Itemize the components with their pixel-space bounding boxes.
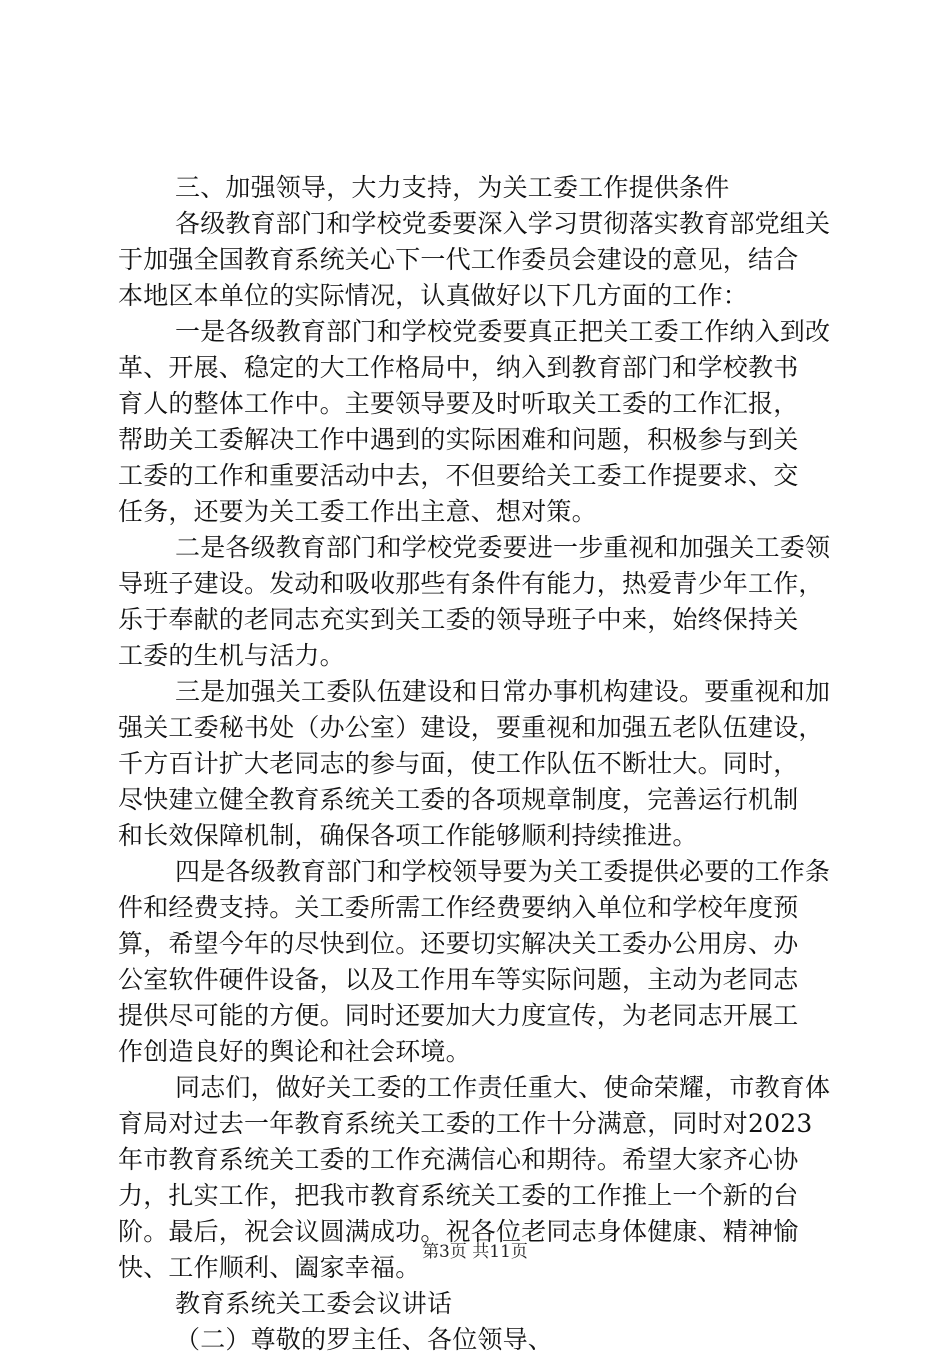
paragraph-line: 强关工委秘书处（办公室）建设，要重视和加强五老队伍建设， [118, 713, 824, 742]
paragraph-line: 任务，还要为关工委工作出主意、想对策。 [118, 497, 597, 526]
paragraph-line: 同志们，做好关工委的工作责任重大、使命荣耀，市教育体 [175, 1073, 831, 1102]
paragraph-line: 工委的生机与活力。 [118, 641, 345, 670]
paragraph-line: 一是各级教育部门和学校党委要真正把关工委工作纳入到改 [175, 317, 831, 346]
page-number-footer: 第3页 共11页 [422, 1242, 528, 1262]
paragraph-line: 于加强全国教育系统关心下一代工作委员会建设的意见，结合 [118, 245, 799, 274]
paragraph-line: 作创造良好的舆论和社会环境。 [118, 1037, 471, 1066]
paragraph-line: 育人的整体工作中。主要领导要及时听取关工委的工作汇报， [118, 389, 799, 418]
paragraph-line: 快、工作顺利、阖家幸福。 [118, 1253, 421, 1282]
paragraph-line: （二）尊敬的罗主任、各位领导、 [175, 1325, 554, 1354]
paragraph-line: 导班子建设。发动和吸收那些有条件有能力，热爱青少年工作， [118, 569, 824, 598]
paragraph-line: 四是各级教育部门和学校领导要为关工委提供必要的工作条 [175, 857, 831, 886]
paragraph-line: 乐于奉献的老同志充实到关工委的领导班子中来，始终保持关 [118, 605, 799, 634]
paragraph-line: 二是各级教育部门和学校党委要进一步重视和加强关工委领 [175, 533, 831, 562]
paragraph-line: 件和经费支持。关工委所需工作经费要纳入单位和学校年度预 [118, 893, 799, 922]
paragraph-line: 公室软件硬件设备，以及工作用车等实际问题，主动为老同志 [118, 965, 799, 994]
document-title: 教育系统关工委会议讲话 [175, 1289, 453, 1318]
paragraph-line: 育局对过去一年教育系统关工委的工作十分满意，同时对2023 [118, 1109, 813, 1138]
paragraph-line: 千方百计扩大老同志的参与面，使工作队伍不断壮大。同时， [118, 749, 799, 778]
paragraph-line: 算，希望今年的尽快到位。还要切实解决关工委办公用房、办 [118, 929, 799, 958]
paragraph-line: 革、开展、稳定的大工作格局中，纳入到教育部门和学校教书 [118, 353, 799, 382]
paragraph-line: 年市教育系统关工委的工作充满信心和期待。希望大家齐心协 [118, 1145, 799, 1174]
document-body [118, 170, 834, 1358]
paragraph-line: 尽快建立健全教育系统关工委的各项规章制度，完善运行机制 [118, 785, 799, 814]
paragraph-line: 工委的工作和重要活动中去，不但要给关工委工作提要求、交 [118, 461, 799, 490]
paragraph-line: 力，扎实工作，把我市教育系统关工委的工作推上一个新的台 [118, 1181, 799, 1210]
paragraph-line: 提供尽可能的方便。同时还要加大力度宣传，为老同志开展工 [118, 1001, 799, 1030]
paragraph-line: 和长效保障机制，确保各项工作能够顺利持续推进。 [118, 821, 698, 850]
paragraph-line: 阶。最后，祝会议圆满成功。祝各位老同志身体健康、精神愉 [118, 1217, 799, 1246]
paragraph-line: 三是加强关工委队伍建设和日常办事机构建设。要重视和加 [175, 677, 831, 706]
paragraph-line: 帮助关工委解决工作中遇到的实际困难和问题，积极参与到关 [118, 425, 799, 454]
paragraph-line: 各级教育部门和学校党委要深入学习贯彻落实教育部党组关 [175, 209, 831, 238]
section-heading: 三、加强领导，大力支持，为关工委工作提供条件 [175, 173, 730, 202]
paragraph-line: 本地区本单位的实际情况，认真做好以下几方面的工作： [118, 281, 749, 310]
